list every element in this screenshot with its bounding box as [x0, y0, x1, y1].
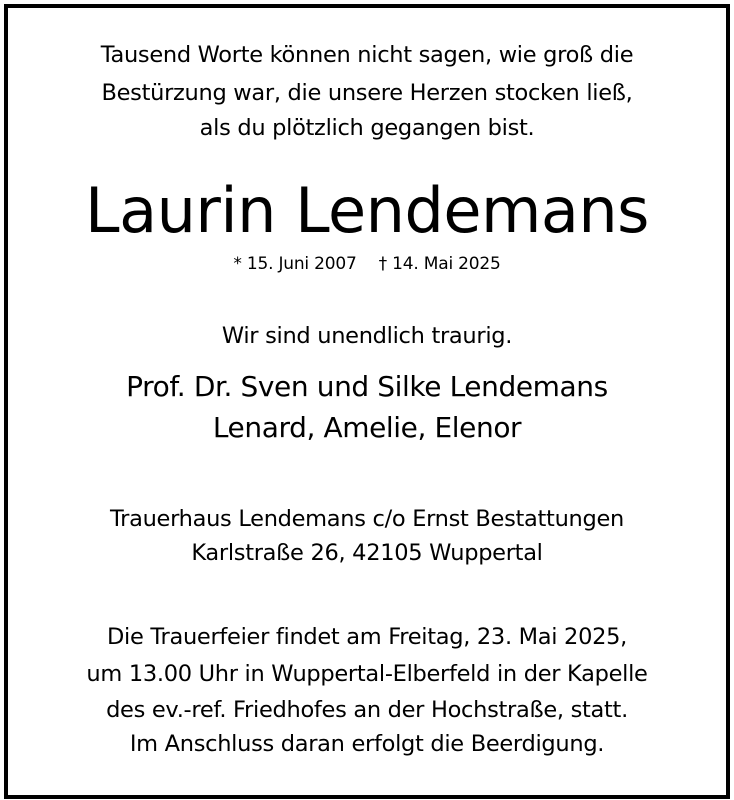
address-line: Trauerhaus Lendemans c/o Ernst Bestattungen [110, 506, 624, 532]
family-line: Prof. Dr. Sven und Silke Lendemans [126, 370, 608, 403]
service-info-line: um 13.00 Uhr in Wuppertal-Elberfeld in der Kapelle [86, 661, 648, 687]
address-line: Karlstraße 26, 42105 Wuppertal [191, 540, 543, 566]
service-info-line: des ev.-ref. Friedhofes an der Hochstraße, statt. [106, 697, 628, 723]
family-line: Lenard, Amelie, Elenor [212, 411, 522, 444]
verse-line: Tausend Worte können nicht sagen, wie groß die [100, 42, 634, 68]
deceased-name: Laurin Lendemans [85, 174, 649, 247]
service-info-line: Im Anschluss daran erfolgt die Beerdigung. [129, 731, 605, 757]
birth-date: * 15. Juni 2007 [233, 254, 357, 274]
verse-line: Bestürzung war, die unsere Herzen stocken ließ, [101, 80, 633, 106]
death-date: † 14. Mai 2025 [378, 254, 501, 274]
mourning-line: Wir sind unendlich traurig. [221, 323, 513, 349]
life-dates [0, 254, 734, 274]
service-info-line: Die Trauerfeier findet am Freitag, 23. Mai 2025, [107, 624, 627, 650]
verse-line: als du plötzlich gegangen bist. [199, 115, 535, 141]
